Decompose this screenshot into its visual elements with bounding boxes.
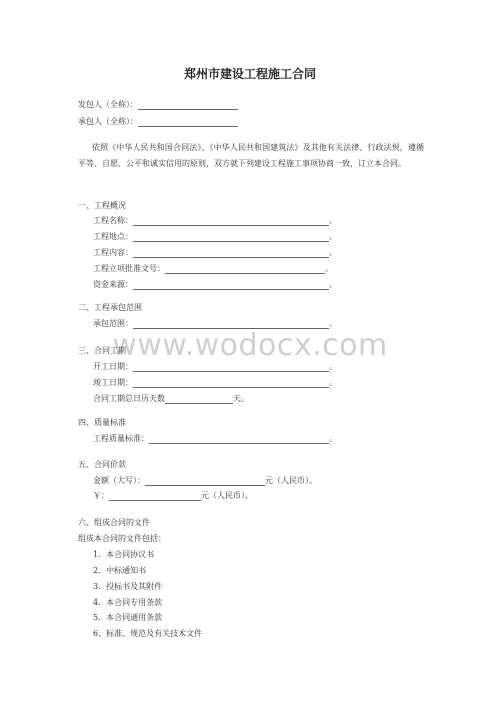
project-content-label: 工程内容：	[93, 248, 133, 257]
start-date-label: 开工日期：	[93, 362, 133, 371]
employer-line	[78, 100, 238, 110]
end-mark: 。	[329, 319, 337, 328]
end-mark: 。	[329, 378, 337, 387]
project-name-line	[93, 216, 337, 226]
end-date-blank	[133, 378, 329, 388]
total-days-label: 合同工期总日历天数	[93, 394, 165, 403]
funding-source-line	[93, 280, 337, 290]
end-mark: 。	[329, 362, 337, 371]
project-content-blank	[133, 248, 329, 258]
section-price-heading: 五、合同价款	[78, 460, 126, 469]
end-mark: 。	[329, 248, 337, 257]
end-mark: 。	[329, 280, 337, 289]
section-documents-heading: 六、组成合同的文件	[78, 518, 150, 527]
list-item: 5．本合同通用条款	[93, 613, 163, 622]
section-period-heading: 三、合同工期	[78, 346, 126, 355]
contractor-label: 承包人（全称）：	[78, 117, 138, 126]
amount-number-blank	[109, 491, 201, 501]
watermark-text: www.wodocx.com	[112, 328, 388, 363]
amount-number-unit: 元（人民币）。	[201, 491, 253, 500]
quality-standard-label: 工程质量标准：	[93, 434, 149, 443]
approval-number-blank	[165, 264, 325, 274]
project-name-label: 工程名称：	[93, 216, 133, 225]
days-unit: 天。	[233, 394, 249, 403]
quality-standard-blank	[149, 434, 329, 444]
project-location-label: 工程地点：	[93, 232, 133, 241]
project-location-line	[93, 232, 337, 242]
list-item: 3．投标书及其附件	[93, 582, 163, 591]
amount-words-line	[93, 476, 317, 486]
project-content-line	[93, 248, 337, 258]
contractor-blank	[138, 117, 238, 127]
amount-number-line	[93, 491, 253, 501]
quality-standard-line	[93, 434, 337, 444]
list-item: 6、标准、规范及有关技术文件	[93, 629, 203, 638]
document-title: 郑州市建设工程施工合同	[183, 67, 316, 81]
project-location-blank	[133, 232, 329, 242]
employer-label: 发包人（全称）：	[78, 100, 138, 109]
section-overview-heading: 一、工程概况	[78, 201, 126, 210]
approval-number-line	[93, 264, 333, 274]
start-date-line	[93, 362, 337, 372]
documents-intro: 组成本合同的文件包括：	[78, 534, 166, 543]
scope-label: 承包范围：	[93, 319, 133, 328]
list-item: 4．本合同专用条款	[93, 598, 163, 607]
end-mark: 。	[329, 216, 337, 225]
amount-words-blank	[145, 476, 265, 486]
end-date-line	[93, 378, 337, 388]
amount-words-unit: 元（人民币）。	[265, 476, 317, 485]
list-item: 1．本合同协议书	[93, 550, 155, 559]
funding-source-blank	[133, 280, 329, 290]
list-item: 2．中标通知书	[93, 566, 147, 575]
amount-words-label: 金额（大写）：	[93, 476, 145, 485]
project-name-blank	[133, 216, 329, 226]
preamble-paragraph: 依照《中华人民共和国合同法》、《中华人民共和国建筑法》及其他有关法律、行政法规，遵循平等、自愿、公平和诚实信用的原则，双方就下列建设工程施工事项协商一致，订立本合同。	[78, 143, 424, 168]
section-quality-heading: 四、质量标准	[78, 418, 126, 427]
end-mark: 。	[325, 264, 333, 273]
contractor-line	[78, 117, 238, 127]
total-days-line	[93, 394, 249, 404]
section-scope-heading: 二、工程承包范围	[78, 303, 142, 312]
end-date-label: 竣工日期：	[93, 378, 133, 387]
end-mark: 。	[329, 434, 337, 443]
amount-number-label: ￥：	[93, 491, 109, 500]
funding-source-label: 资金来源：	[93, 280, 133, 289]
end-mark: 。	[329, 232, 337, 241]
approval-number-label: 工程立项批准文号：	[93, 264, 165, 273]
employer-blank	[138, 100, 238, 110]
total-days-blank	[165, 394, 233, 404]
start-date-blank	[133, 362, 329, 372]
